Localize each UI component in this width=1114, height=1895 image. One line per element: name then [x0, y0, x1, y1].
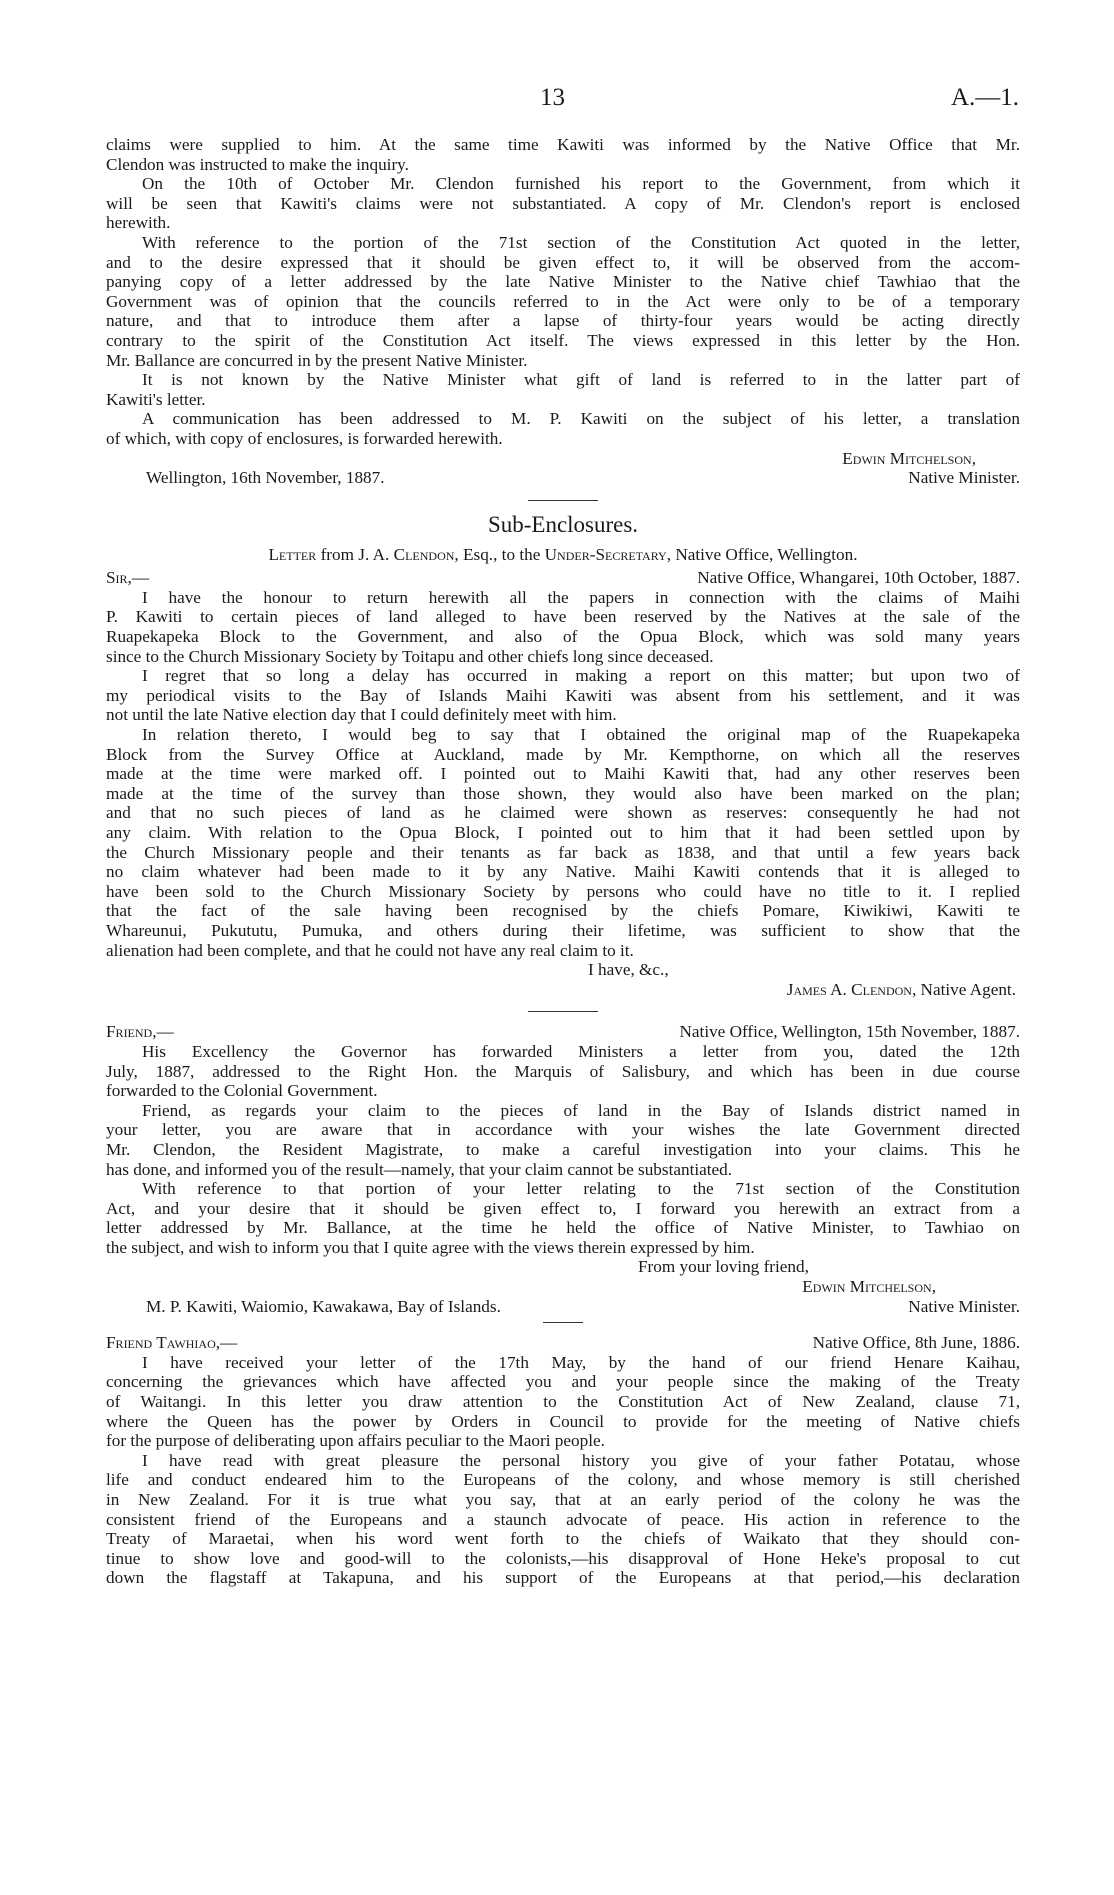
signatory-title: , Native Agent. [911, 979, 1016, 999]
text-line: will be seen that Kawiti's claims were not substantiated. A copy of Mr. Clendon's report is enclosed [106, 193, 1020, 213]
text-line: your letter, you are aware that in accordance with your wishes the late Government directed [106, 1120, 1020, 1140]
sender-address: Native Office, Wellington, 15th November, 1887. [679, 1022, 1020, 1042]
text-line: life and conduct endeared him to the Europeans of the colony, and whose memory is still cherished [106, 1470, 1020, 1490]
heading-part: Under-Secretary [544, 544, 667, 564]
letter-paragraph [106, 1042, 1020, 1101]
text-line: Act, and your desire that it should be given effect to, I forward you herewith an extract from a [106, 1198, 1020, 1218]
document-body [106, 135, 1020, 1588]
text-line: panying copy of a letter addressed by the late Native Minister to the Native chief Tawhiao that the [106, 272, 1020, 292]
heading-part: Letter [268, 544, 317, 564]
text-line: alienation had been complete, and that he could not have any real claim to it. [106, 940, 634, 960]
text-line: the Church Missionary people and their tenants as far back as 1838, and that until a few years back [106, 842, 1020, 862]
sender-address: Native Office, Whangarei, 10th October, 1887. [697, 568, 1020, 588]
letter-paragraph [106, 666, 1020, 725]
text-line: I regret that so long a delay has occurred in making a report on this matter; but upon two of [142, 666, 1020, 686]
text-line: and to the desire expressed that it should be given effect to, it will be observed from the accom- [106, 252, 1020, 272]
signature-row [106, 1297, 1020, 1317]
salutation: Sir,— [106, 568, 150, 588]
salutation: Friend,— [106, 1022, 174, 1042]
text-line: I have the honour to return herewith all the papers in connection with the claims of Maihi [142, 587, 1020, 607]
text-line: down the flagstaff at Takapuna, and his support of the Europeans at that period,—his declaration [106, 1568, 1020, 1588]
place-date: Wellington, 16th November, 1887. [146, 468, 385, 488]
text-line: my periodical visits to the Bay of Islands Maihi Kawiti was absent from his settlement, and it was [106, 685, 1020, 705]
text-line: for the purpose of deliberating upon affairs peculiar to the Maori people. [106, 1431, 605, 1451]
letter-address-row [106, 1022, 1020, 1042]
heading-part: from J. A. [320, 544, 390, 564]
text-line: the subject, and wish to inform you that I quite agree with the views therein expressed by him. [106, 1237, 755, 1257]
signature-block [106, 449, 1020, 488]
heading-part: Clendon [393, 544, 455, 564]
text-line: His Excellency the Governor has forwarded Ministers a letter from you, dated the 12th [142, 1041, 1020, 1061]
letter-paragraph [106, 1451, 1020, 1588]
text-line: made at the time of the survey than those shown, they would also have been marked on the plan; [106, 783, 1020, 803]
text-line: I have read with great pleasure the personal history you give of your father Potatau, whose [142, 1450, 1020, 1470]
signatory-name: Edwin Mitchelson, [802, 1277, 936, 1297]
section-divider [528, 500, 598, 501]
text-line: where the Queen has the power by Orders in Council to provide for the meeting of Native chiefs [106, 1411, 1020, 1431]
text-line: Ruapekapeka Block to the Government, and also of the Opua Block, which was sold many years [106, 627, 1020, 647]
text-line: Kawiti's letter. [106, 389, 206, 409]
text-line: Friend, as regards your claim to the pieces of land in the Bay of Islands district named in [142, 1100, 1020, 1120]
text-line: With reference to that portion of your letter relating to the 71st section of the Constitution [142, 1179, 1020, 1199]
text-line: claims were supplied to him. At the same time Kawiti was informed by the Native Office that Mr. [106, 135, 1020, 154]
addressee: M. P. Kawiti, Waiomio, Kawakawa, Bay of Islands. [146, 1296, 501, 1316]
heading-part: , Esq., to the [454, 544, 541, 564]
text-line: Clendon was instructed to make the inquiry. [106, 154, 409, 174]
signatory-title: Native Minister. [908, 468, 1020, 488]
document-reference: A.—1. [950, 84, 1019, 111]
text-line: no claim whatever had been made to it by any Native. Maihi Kawiti contends that it is alleged to [106, 862, 1020, 882]
letter-heading [106, 545, 1020, 565]
text-line: Treaty of Maraetai, when his word went forth to the chiefs of Waikato that they should con- [106, 1529, 1020, 1549]
salutation: Friend Tawhiao,— [106, 1333, 238, 1353]
paragraph-continuation [106, 135, 1020, 174]
paragraph-communication [106, 409, 1020, 448]
text-line: With reference to the portion of the 71st section of the Constitution Act quoted in the letter, [142, 232, 1020, 252]
text-line: Government was of opinion that the councils referred to in the Act were only to be of a temporary [106, 291, 1020, 311]
text-line: On the 10th of October Mr. Clendon furnished his report to the Government, from which it [142, 174, 1020, 194]
text-line: July, 1887, addressed to the Right Hon. the Marquis of Salisbury, and which has been in due course [106, 1061, 1020, 1081]
text-line: tinue to show love and good-will to the colonists,—his disapproval of Hone Heke's proposal to cut [106, 1548, 1020, 1568]
section-divider [543, 1322, 583, 1323]
paragraph-constitution-act [106, 233, 1020, 370]
text-line: In relation thereto, I would beg to say that I obtained the original map of the Ruapekapeka [142, 725, 1020, 745]
paragraph-report-date [106, 174, 1020, 233]
letter-paragraph [106, 1179, 1020, 1257]
text-line: have been sold to the Church Missionary Society by persons who could have no title to it. I replied [106, 881, 1020, 901]
text-line: nature, and that to introduce them after a lapse of thirty-four years would be acting directly [106, 311, 1020, 331]
section-title: Sub-Enclosures. [487, 511, 639, 537]
signatory-title: Native Minister. [908, 1296, 1020, 1316]
text-line: letter addressed by Mr. Ballance, at the time he held the office of Native Minister, to Tawhiao on [106, 1218, 1020, 1238]
text-line: herewith. [106, 213, 171, 233]
text-line: that the fact of the sale having been recognised by the chiefs Pomare, Kiwikiwi, Kawiti te [106, 901, 1020, 921]
text-line: Whareunui, Pukututu, Pumuka, and others during their lifetime, was sufficient to show that the [106, 920, 1020, 940]
signature-line [106, 980, 1020, 1000]
text-line: consistent friend of the Europeans and a staunch advocate of peace. His action in reference to the [106, 1509, 1020, 1529]
text-line: Mr. Ballance are concurred in by the present Native Minister. [106, 350, 528, 370]
letter-paragraph [106, 588, 1020, 666]
letter-paragraph [106, 1353, 1020, 1451]
signature-row [106, 468, 1020, 488]
letter-paragraph [106, 1101, 1020, 1179]
text-line: forwarded to the Colonial Government. [106, 1081, 378, 1101]
text-line: concerning the grievances which have affected you and your people since the making of the Treaty [106, 1372, 1020, 1392]
text-line: of which, with copy of enclosures, is forwarded herewith. [106, 428, 503, 448]
letter-address-row [106, 1333, 1020, 1353]
page-number: 13 [540, 84, 565, 111]
text-line: Block from the Survey Office at Auckland, made by Mr. Kempthorne, on which all the reserves [106, 744, 1020, 764]
signatory-name: James A. Clendon [786, 979, 912, 999]
text-line: contrary to the spirit of the Constitution Act itself. The views expressed in this letter by the Hon. [106, 330, 1020, 350]
letter-address-row [106, 568, 1020, 588]
closing: From your loving friend, [638, 1257, 809, 1277]
text-line: of Waitangi. In this letter you draw attention to the Constitution Act of New Zealand, clause 71, [106, 1392, 1020, 1412]
text-line: Mr. Clendon, the Resident Magistrate, to make a careful investigation into your claims. This he [106, 1139, 1020, 1159]
text-line: since to the Church Missionary Society by Toitapu and other chiefs long since deceased. [106, 646, 714, 666]
text-line: not until the late Native election day that I could definitely meet with him. [106, 705, 617, 725]
heading-part: , Native Office, Wellington. [666, 544, 858, 564]
text-line: A communication has been addressed to M. P. Kawiti on the subject of his letter, a translation [142, 409, 1020, 429]
closing: I have, &c., [588, 960, 669, 980]
text-line: has done, and informed you of the result—namely, that your claim cannot be substantiated. [106, 1159, 733, 1179]
text-line: I have received your letter of the 17th May, by the hand of our friend Henare Kaihau, [142, 1352, 1020, 1372]
section-divider [528, 1011, 598, 1012]
text-line: made at the time were marked off. I pointed out to Maihi Kawiti that, had any other reserves been [106, 764, 1020, 784]
text-line: P. Kawiti to certain pieces of land alleged to have been reserved by the Natives at the sale of the [106, 607, 1020, 627]
text-line: It is not known by the Native Minister what gift of land is referred to in the latter part of [142, 370, 1020, 390]
signatory-name: Edwin Mitchelson, [842, 448, 976, 468]
text-line: any claim. With relation to the Opua Block, I pointed out to him that it had been settled upon by [106, 823, 1020, 842]
paragraph-gift-of-land [106, 370, 1020, 409]
text-line: and that no such pieces of land as he claimed were shown as reserves: consequently he had not [106, 803, 1020, 823]
text-line: in New Zealand. For it is true what you say, that at an early period of the colony he was the [106, 1490, 1020, 1509]
sender-address: Native Office, 8th June, 1886. [812, 1333, 1020, 1353]
letter-paragraph [106, 725, 1020, 960]
